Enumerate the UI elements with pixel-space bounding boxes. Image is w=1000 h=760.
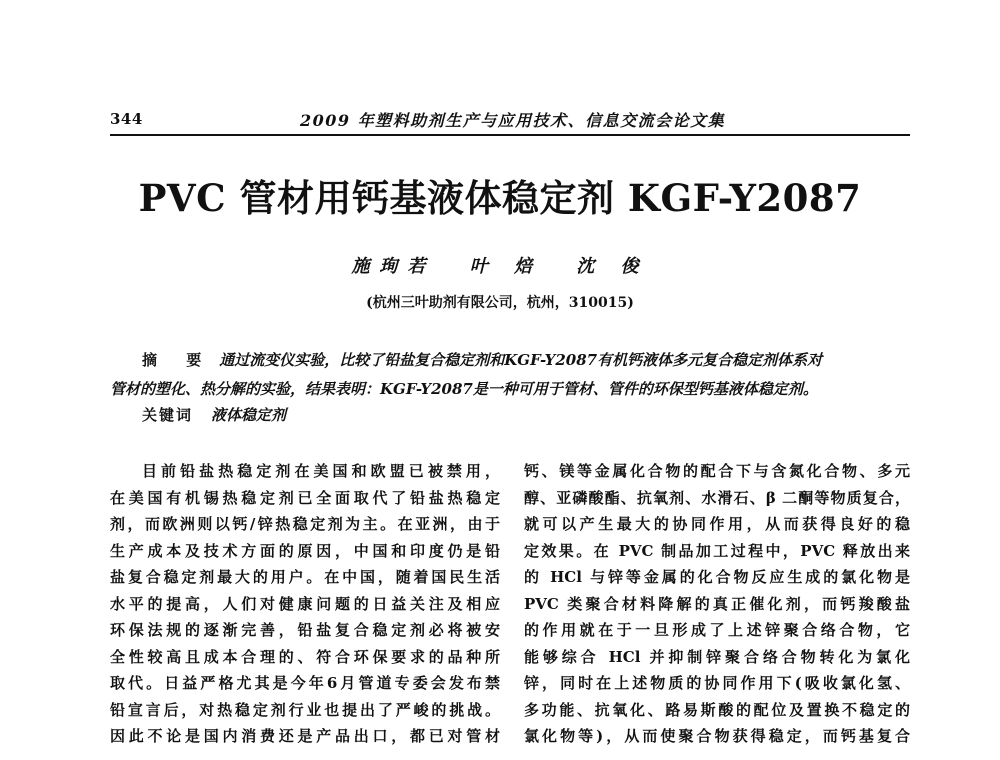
body-line: 的 HCl 与锌等金属的化合物反应生成的氯化物是 (524, 568, 910, 586)
keywords-label: 关键词 (142, 406, 194, 424)
body-line: PVC 类聚合材料降解的真正催化剂，而钙羧酸盐 (524, 594, 910, 613)
author-name: 沈 俊 (576, 256, 649, 277)
proceedings-title: 2009 年塑料助剂生产与应用技术、信息交流会论文集 (300, 111, 726, 130)
keywords-text: 液体稳定剂 (211, 406, 287, 424)
body-line: 取代。日益严格尤其是今年6月管道专委会发布禁 (110, 674, 500, 692)
body-line: 生产成本及技术方面的原因，中国和印度仍是铅 (110, 541, 500, 560)
body-line: 的作用就在于一旦形成了上述锌聚合络合物，它 (524, 621, 910, 639)
body-line: 多功能、抗氧化、路易斯酸的配位及置换不稳定的 (524, 700, 910, 719)
body-line: 目前铅盐热稳定剂在美国和欧盟已被禁用， (142, 462, 500, 480)
header-rule (110, 134, 910, 136)
body-column-right (524, 458, 910, 760)
body-line: 氯化物等)，从而使聚合物获得稳定，而钙基复合 (524, 727, 910, 745)
abstract-line: 管材的塑化、热分解的实验，结果表明：KGF-Y2087是一种可用于管材、管件的环保型钙基液体稳定剂。 (110, 380, 818, 398)
abstract-text: 通过流变仪实验，比较了铅盐复合稳定剂和KGF-Y2087有机钙液体多元复合稳定剂体系对 (219, 351, 823, 369)
body-line: 水平的提高，人们对健康问题的日益关注及相应 (110, 594, 500, 613)
body-line: 钙、镁等金属化合物的配合下与含氮化合物、多元 (524, 462, 910, 480)
abstract-line (110, 346, 910, 375)
body-line: 在美国有机锡热稳定剂已全面取代了铅盐热稳定 (110, 488, 500, 507)
page-number: 344 (110, 110, 143, 128)
abstract-label: 摘 要 (142, 351, 214, 369)
body-line: 就可以产生最大的协同作用，从而获得良好的稳 (524, 515, 910, 533)
abstract (110, 346, 910, 404)
affiliation: (杭州三叶助剂有限公司，杭州，310015) (366, 295, 634, 311)
body-line: 铅宣言后，对热稳定剂行业也提出了严峻的挑战。 (110, 700, 500, 719)
author-name: 叶 焙 (469, 256, 542, 277)
body-line: 因此不论是国内消费还是产品出口，都已对管材 (110, 727, 500, 745)
body-line: 环保法规的逐渐完善，铅盐复合稳定剂必将被安 (110, 621, 500, 639)
body-line: 盐复合稳定剂最大的用户。在中国，随着国民生活 (110, 568, 500, 586)
body-line: 醇、亚磷酸酯、抗氧剂、水滑石、β 二酮等物质复合， (524, 488, 910, 507)
body-column-left (110, 458, 500, 760)
keywords (142, 401, 286, 430)
running-header (110, 106, 910, 132)
body-line: 剂，而欧洲则以钙/锌热稳定剂为主。在亚洲，由于 (110, 515, 500, 533)
paper-title: PVC 管材用钙基液体稳定剂 KGF-Y2087 (138, 176, 862, 220)
author-name: 施珣若 (351, 256, 436, 277)
body-line: 锌，同时在上述物质的协同作用下(吸收氯化氢、 (524, 674, 910, 692)
body-line: 能够综合 HCl 并抑制锌聚合络合物转化为氯化 (524, 647, 910, 666)
body-line: 全性较高且成本合理的、符合环保要求的品种所 (110, 647, 500, 666)
author-list (0, 252, 1000, 278)
body-line: 定效果。在 PVC 制品加工过程中，PVC 释放出来 (524, 541, 910, 560)
